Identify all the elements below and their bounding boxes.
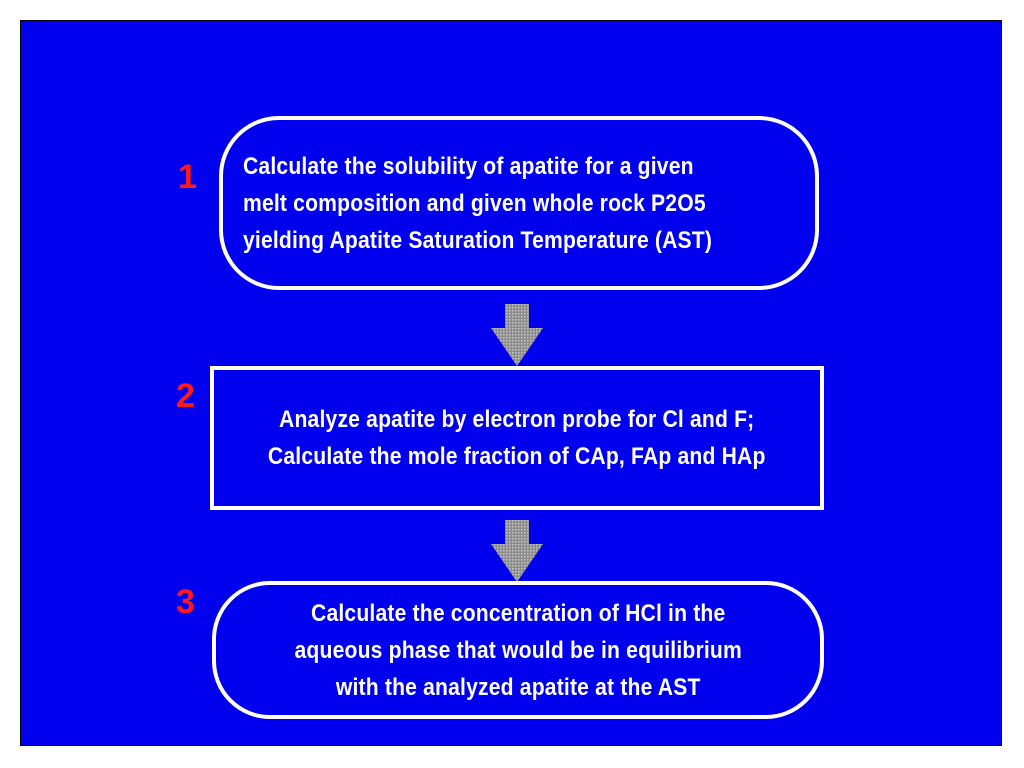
step-1-box: [219, 116, 819, 290]
step-2-box: [210, 366, 824, 510]
flowchart-slide: [20, 20, 1002, 746]
down-arrow-icon: [491, 304, 543, 366]
step-3-text: Calculate the concentration of HCl in the aqueous phase that would be in equilibrium with the analyzed apatite at the AST: [294, 599, 742, 701]
step-1-number: 1: [178, 158, 197, 196]
down-arrow-icon: [491, 520, 543, 582]
step-2-text: Analyze apatite by electron probe for Cl and F; Calculate the mole fraction of CAp, FAp and HAp: [268, 406, 766, 470]
step-2-number: 2: [176, 377, 195, 415]
step-3-box: [212, 581, 824, 719]
step-3-number: 3: [176, 583, 195, 621]
step-1-text: Calculate the solubility of apatite for a given melt composition and given whole rock P2O5 yielding Apatite Saturation Temperature (AST): [243, 152, 713, 254]
